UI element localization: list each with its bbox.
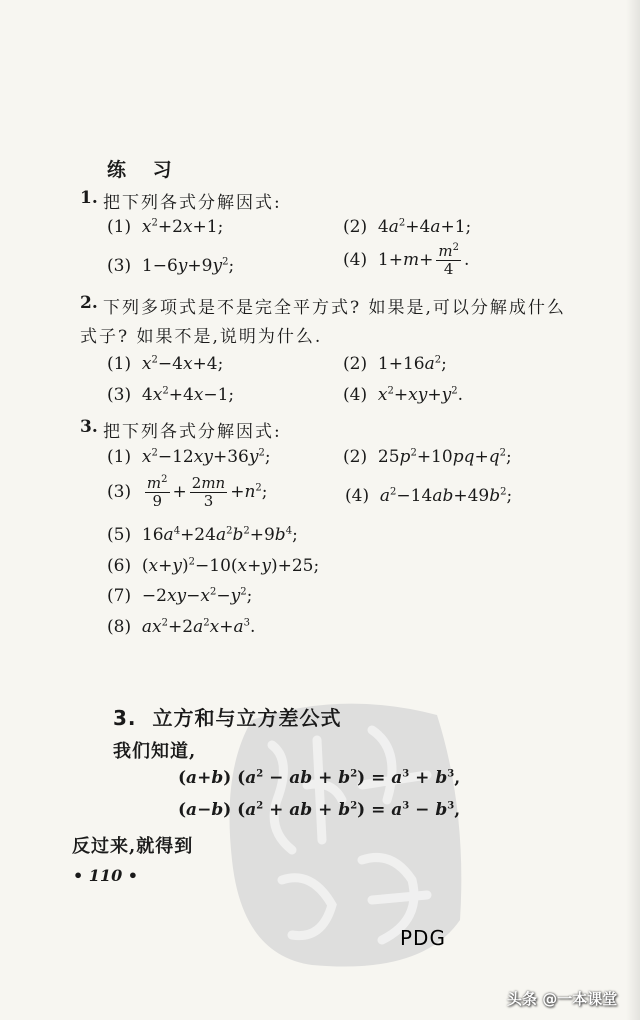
q2-item-4 [343, 385, 463, 405]
item-label: (2) [343, 354, 368, 374]
q3-item-5 [107, 525, 298, 545]
watermark-text: PDG [400, 926, 446, 950]
q2-item-1 [107, 354, 223, 374]
q2-number: 2. [80, 293, 98, 313]
item-label: (2) [343, 447, 368, 467]
item-expression: $16a^4+24a^2b^2+9b^4$; [136, 525, 298, 545]
q1-item-3 [107, 256, 234, 276]
item-expression: $1+16a^2$; [372, 354, 447, 374]
item-expression: $x^2-4x+4$; [141, 354, 224, 374]
item-label: (4) [345, 486, 370, 506]
section-number: 3. [113, 706, 137, 730]
q1-item-2 [343, 217, 471, 237]
item-label: (7) [107, 586, 132, 606]
item-expression: $25p^2+10pq+q^2$; [372, 447, 512, 467]
q3-prompt: 把下列各式分解因式: [103, 422, 282, 442]
q3-item-7 [107, 586, 252, 606]
item-expression: $a^2-14ab+49b^2$; [379, 486, 513, 506]
q1-prompt: 把下列各式分解因式: [103, 193, 282, 213]
q2-prompt-line2: 式子? 如果不是,说明为什么. [80, 327, 323, 347]
item-expression: $-2xy-x^2-y^2$; [136, 586, 253, 606]
q2-prompt-line1: 下列多项式是不是完全平方式? 如果是,可以分解成什么 [103, 298, 566, 318]
item-expression: 1+m+ $\frac{m^2}{4}$ . [372, 242, 470, 278]
page-number: • 110 • [73, 866, 138, 885]
q1-item-1 [107, 217, 223, 237]
item-expression: $1-6y+9y^2$; [136, 256, 235, 276]
item-label: (2) [343, 217, 368, 237]
section-title-text: 立方和与立方差公式 [152, 706, 342, 730]
item-expression: $x^2+xy+y^2$. [377, 385, 463, 405]
item-label: (1) [107, 217, 132, 237]
q3-item-8 [107, 617, 255, 637]
item-label: (6) [107, 556, 132, 576]
section-title [113, 702, 341, 731]
q3-item-2 [343, 447, 512, 467]
item-expression: $x^2-12xy+36y^2$; [141, 447, 271, 467]
item-label: (1) [107, 354, 132, 374]
section-intro: 我们知道, [113, 741, 197, 762]
q3-number: 3. [80, 417, 98, 437]
q1-item-4 [343, 243, 469, 278]
watermark-stamp [222, 690, 472, 980]
item-label: (5) [107, 525, 132, 545]
item-expression: $x^2+2x+1$; [141, 217, 224, 237]
page-edge-shadow [626, 0, 640, 1020]
q3-item-4 [345, 486, 512, 506]
item-label: (3) [107, 385, 132, 405]
item-label: (3) [107, 482, 132, 502]
section-outro: 反过来,就得到 [72, 836, 194, 857]
q3-item-3 [107, 475, 268, 510]
formula-difference-of-cubes: (a−b) ($a^2$ + ab + $b^2) = a^3 - b^3$, [178, 800, 461, 820]
exercise-heading: 练 习 [107, 159, 182, 181]
item-expression: $\frac{m^2}{9}$ + $\frac{2mn}{3}$ $+n^2$; [146, 474, 268, 510]
item-label: (8) [107, 617, 132, 637]
source-credit: 头条 @一本课堂 [507, 990, 618, 1008]
q3-item-1 [107, 447, 271, 467]
item-label: (4) [343, 250, 368, 270]
q2-item-2 [343, 354, 447, 374]
item-label: (3) [107, 256, 132, 276]
item-expression: $ax^2+2a^2x+a^3$. [141, 617, 256, 637]
q3-item-6 [107, 556, 319, 576]
item-label: (4) [343, 385, 368, 405]
q2-item-3 [107, 385, 234, 405]
item-expression: $(x+y)^2-10(x+y)+25$; [136, 556, 320, 576]
item-expression: $4x^2+4x-1$; [136, 385, 235, 405]
q1-number: 1. [80, 188, 98, 208]
item-label: (1) [107, 447, 132, 467]
item-expression: $4a^2+4a+1$; [372, 217, 472, 237]
formula-sum-of-cubes: (a+b) ($a^2$ − ab + $b^2) = a^3 + b^3$, [178, 768, 461, 788]
